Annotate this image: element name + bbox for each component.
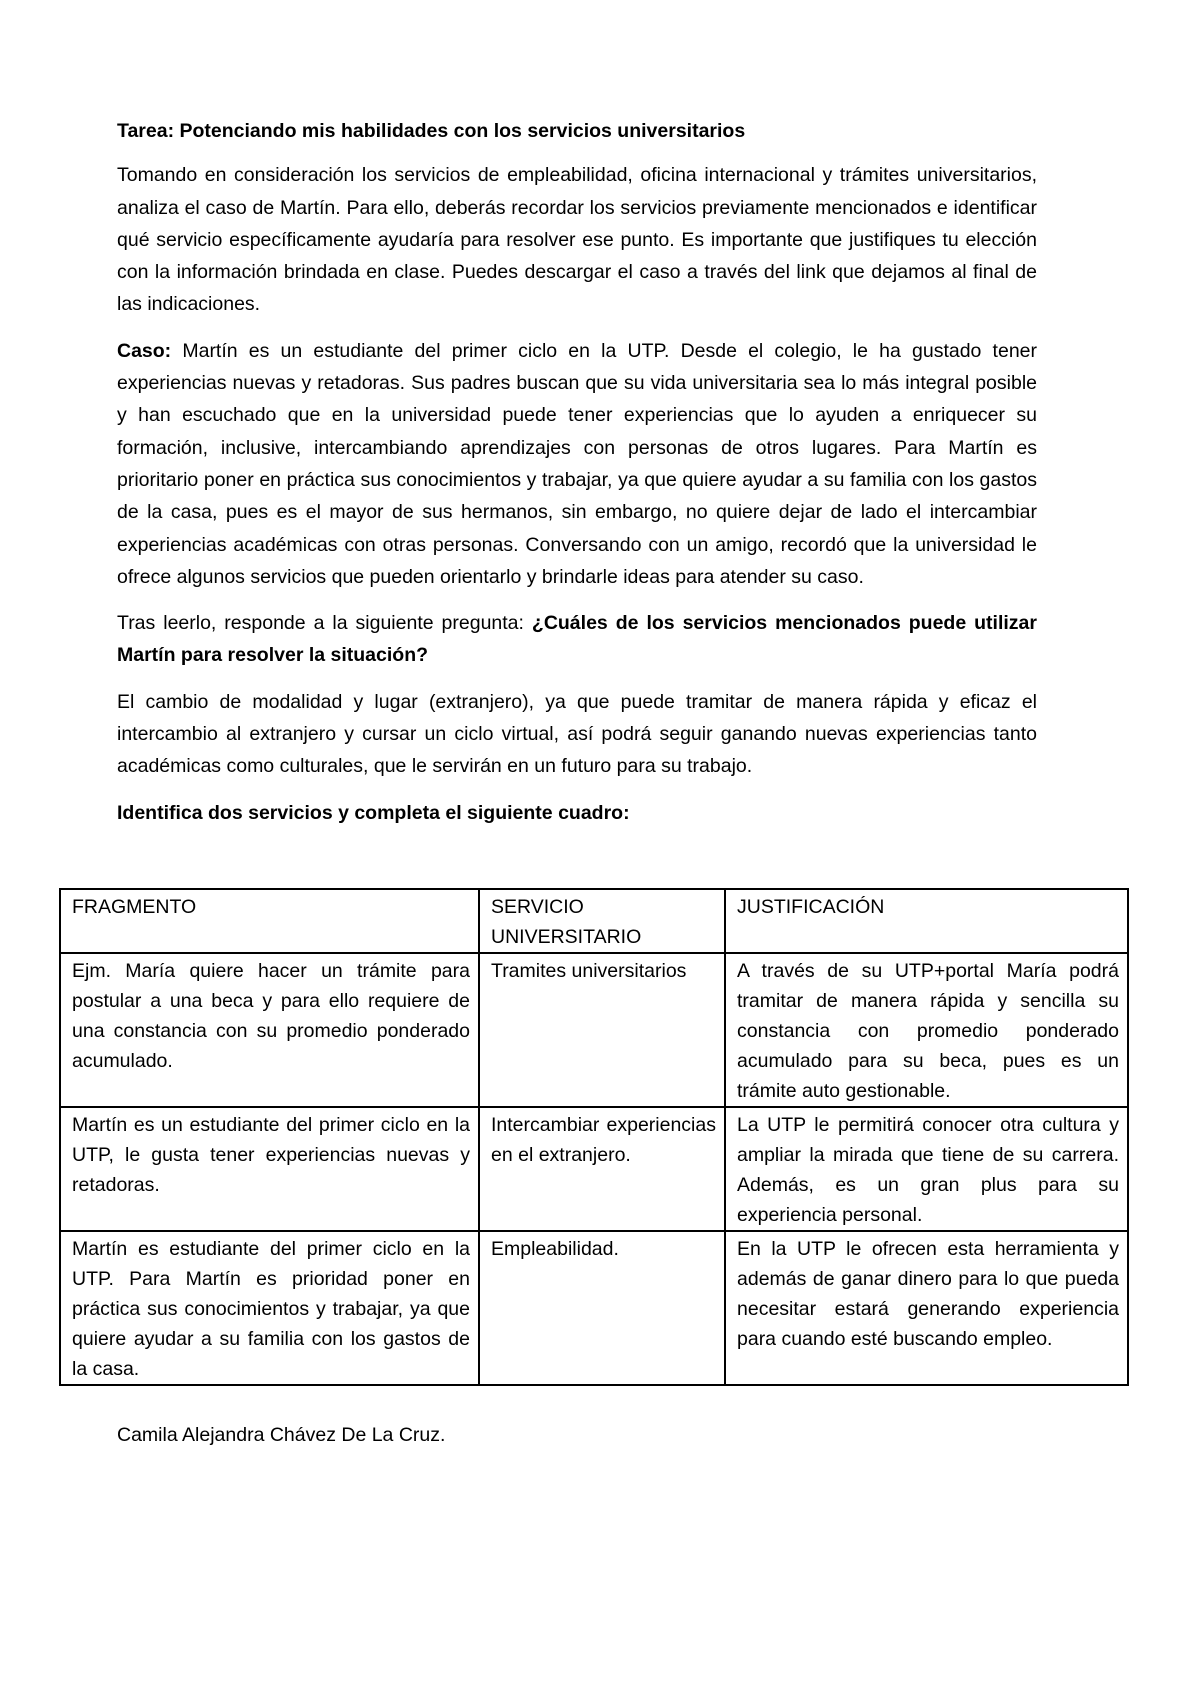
table-instruction: Identifica dos servicios y completa el siguiente cuadro: — [117, 801, 630, 824]
question-text: ¿Cuáles de los servicios mencionados puede utilizar Martín para resolver la situación? — [117, 612, 1037, 667]
cell-justificacion: En la UTP le ofrecen esta herramienta y además de ganar dinero para lo que pueda necesitar estará generando experiencia para cuando esté buscando empleo. — [725, 1231, 1128, 1385]
question-paragraph — [117, 607, 1037, 672]
header-fragmento: FRAGMENTO — [60, 889, 479, 953]
answer-paragraph: El cambio de modalidad y lugar (extranjero), ya que puede tramitar de manera rápida y eficaz el intercambio al extranjero y cursar un ciclo virtual, así podrá seguir ganando nuevas experiencias tanto académicas como culturales, que le servirán en un futuro para su trabajo. — [117, 690, 1037, 778]
services-table — [59, 888, 1129, 1386]
table-row — [60, 1231, 1128, 1385]
cell-servicio: Empleabilidad. — [479, 1231, 725, 1385]
cell-fragmento: Ejm. María quiere hacer un trámite para postular a una beca y para ello requiere de una constancia con su promedio ponderado acumulado. — [60, 953, 479, 1107]
signature: Camila Alejandra Chávez De La Cruz. — [117, 1424, 446, 1446]
table-row — [60, 953, 1128, 1107]
header-servicio: SERVICIO UNIVERSITARIO — [479, 889, 725, 953]
cell-servicio: Tramites universitarios — [479, 953, 725, 1107]
case-text: Martín es un estudiante del primer ciclo en la UTP. Desde el colegio, le ha gustado tener experiencias nuevas y retadoras. Sus padres buscan que su vida universitaria sea lo más integral posible y han escuchado que en la universidad puede tener experiencias que lo ayuden a enriquecer su formación, inclusive, intercambiando aprendizajes con personas de otros lugares. Para Martín es prioritario poner en práctica sus conocimientos y trabajar, ya que quiere ayudar a su familia con los gastos de la casa, pues es el mayor de sus hermanos, sin embargo, no quiere dejar de lado el intercambiar experiencias académicas con otras personas. Conversando con un amigo, recordó que la universidad le ofrece algunos servicios que pueden orientarlo y brindarle ideas para atender su caso. — [117, 339, 1037, 588]
header-justificacion: JUSTIFICACIÓN — [725, 889, 1128, 953]
cell-justificacion: La UTP le permitirá conocer otra cultura y ampliar la mirada que tiene de su carrera. Además, es un gran plus para su experiencia personal. — [725, 1107, 1128, 1231]
document-title: Tarea: Potenciando mis habilidades con los servicios universitarios — [117, 120, 746, 142]
table-header-row — [60, 889, 1128, 953]
cell-servicio: Intercambiar experiencias en el extranjero. — [479, 1107, 725, 1231]
cell-fragmento: Martín es un estudiante del primer ciclo en la UTP, le gusta tener experiencias nuevas y retadoras. — [60, 1107, 479, 1231]
case-paragraph — [117, 335, 1037, 593]
cell-justificacion: A través de su UTP+portal María podrá tramitar de manera rápida y sencilla su constancia con promedio ponderado acumulado para su beca, pues es un trámite auto gestionable. — [725, 953, 1128, 1107]
document-body — [117, 115, 1037, 843]
cell-fragmento: Martín es estudiante del primer ciclo en la UTP. Para Martín es prioridad poner en práctica sus conocimientos y trabajar, ya que quiere ayudar a su familia con los gastos de la casa. — [60, 1231, 479, 1385]
case-label: Caso: — [117, 339, 172, 362]
table-row — [60, 1107, 1128, 1231]
intro-paragraph: Tomando en consideración los servicios de empleabilidad, oficina internacional y trámites universitarios, analiza el caso de Martín. Para ello, deberás recordar los servicios previamente mencionados e identificar qué servicio específicamente ayudaría para resolver ese punto. Es importante que justifiques tu elección con la información brindada en clase. Puedes descargar el caso a través del link que dejamos al final de las indicaciones. — [117, 164, 1037, 316]
question-intro: Tras leerlo, responde a la siguiente pregunta: — [117, 612, 532, 635]
